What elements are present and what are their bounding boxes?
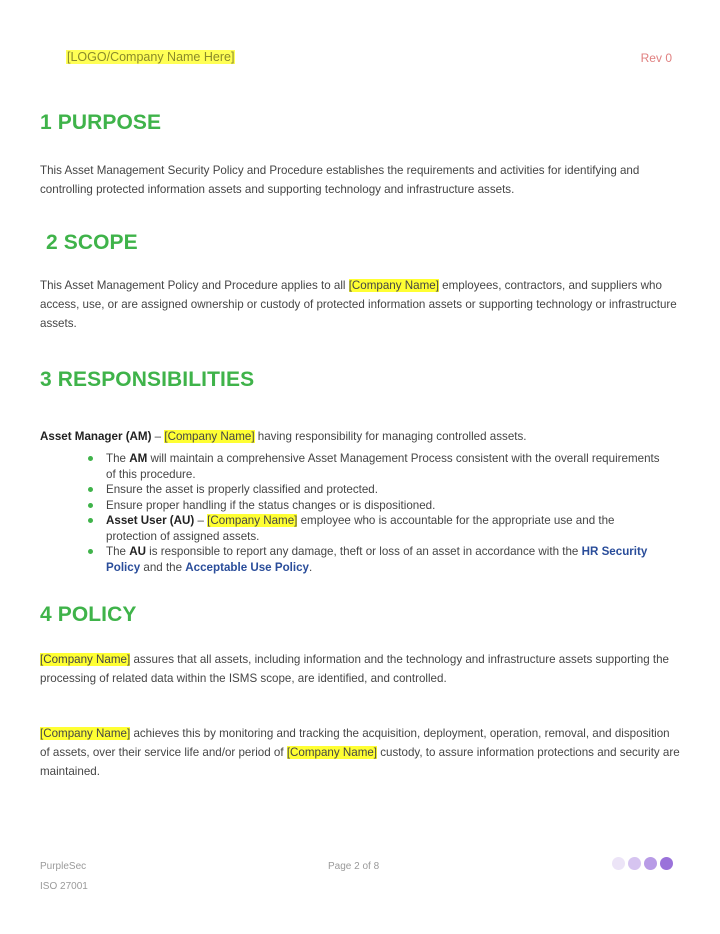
policy-paragraph-1: [Company Name] assures that all assets, including information and the technology and infrastructure assets supporting the processing of related data within the ISMS scope, are identified, and controlled. bbox=[40, 653, 669, 685]
revision-label: Rev 0 bbox=[640, 51, 672, 65]
dot-1 bbox=[612, 857, 625, 870]
policy-paragraph-2: [Company Name] achieves this by monitoring and tracking the acquisition, deployment, operation, removal, and disposition of assets, over their service life and/or period of [Company Name] custody, to assure information protections and security are maintained. bbox=[40, 727, 680, 778]
acceptable-use-policy-link[interactable]: Acceptable Use Policy bbox=[185, 560, 310, 574]
dot-2 bbox=[628, 857, 641, 870]
company-name-placeholder: [Company Name] bbox=[348, 279, 439, 292]
company-name-placeholder: [Company Name] bbox=[207, 514, 298, 527]
list-item: Asset User (AU) – [Company Name] employee who is accountable for the appropriate use and the protection of assigned assets. bbox=[88, 513, 668, 544]
list-item: Ensure the asset is properly classified and protected. bbox=[88, 482, 668, 498]
company-name-placeholder: [Company Name] bbox=[164, 430, 255, 443]
brand-dots-icon bbox=[612, 857, 673, 870]
scope-text: This Asset Management Policy and Procedure applies to all [Company Name] employees, contractors, and suppliers who access, use, or are assigned ownership or custody of protected information assets or supporting technology or infrastructure assets. bbox=[40, 279, 677, 330]
footer-standard: ISO 27001 bbox=[40, 881, 88, 892]
footer-page-number: Page 2 of 8 bbox=[328, 861, 380, 872]
heading-scope: 2 SCOPE bbox=[46, 231, 138, 254]
dot-3 bbox=[644, 857, 657, 870]
company-name-placeholder: [Company Name] bbox=[40, 653, 131, 666]
dot-4 bbox=[660, 857, 673, 870]
heading-responsibilities: 3 RESPONSIBILITIES bbox=[40, 368, 255, 391]
purpose-text: This Asset Management Security Policy and Procedure establishes the requirements and activities for identifying and controlling protected information assets and supporting technology and infrastructure assets. bbox=[40, 164, 640, 196]
logo-placeholder: [LOGO/Company Name Here] bbox=[67, 50, 235, 64]
responsibilities-list bbox=[88, 451, 668, 575]
heading-purpose: 1 PURPOSE bbox=[40, 111, 162, 134]
responsibilities-intro: Asset Manager (AM) – [Company Name] having responsibility for managing controlled assets. bbox=[40, 430, 527, 443]
footer-org: PurpleSec bbox=[40, 861, 87, 872]
company-name-placeholder: [Company Name] bbox=[286, 746, 378, 759]
list-item: The AM will maintain a comprehensive Asset Management Process consistent with the overall requirements of this procedure. bbox=[88, 451, 668, 482]
list-item: Ensure proper handling if the status changes or is dispositioned. bbox=[88, 498, 668, 514]
list-item: The AU is responsible to report any damage, theft or loss of an asset in accordance with the HR Security Policy and the Acceptable Use Policy. bbox=[88, 544, 668, 575]
hr-security-policy-link[interactable]: HR Security Policy bbox=[106, 545, 648, 574]
heading-policy: 4 POLICY bbox=[40, 603, 137, 626]
company-name-placeholder: [Company Name] bbox=[40, 727, 131, 740]
